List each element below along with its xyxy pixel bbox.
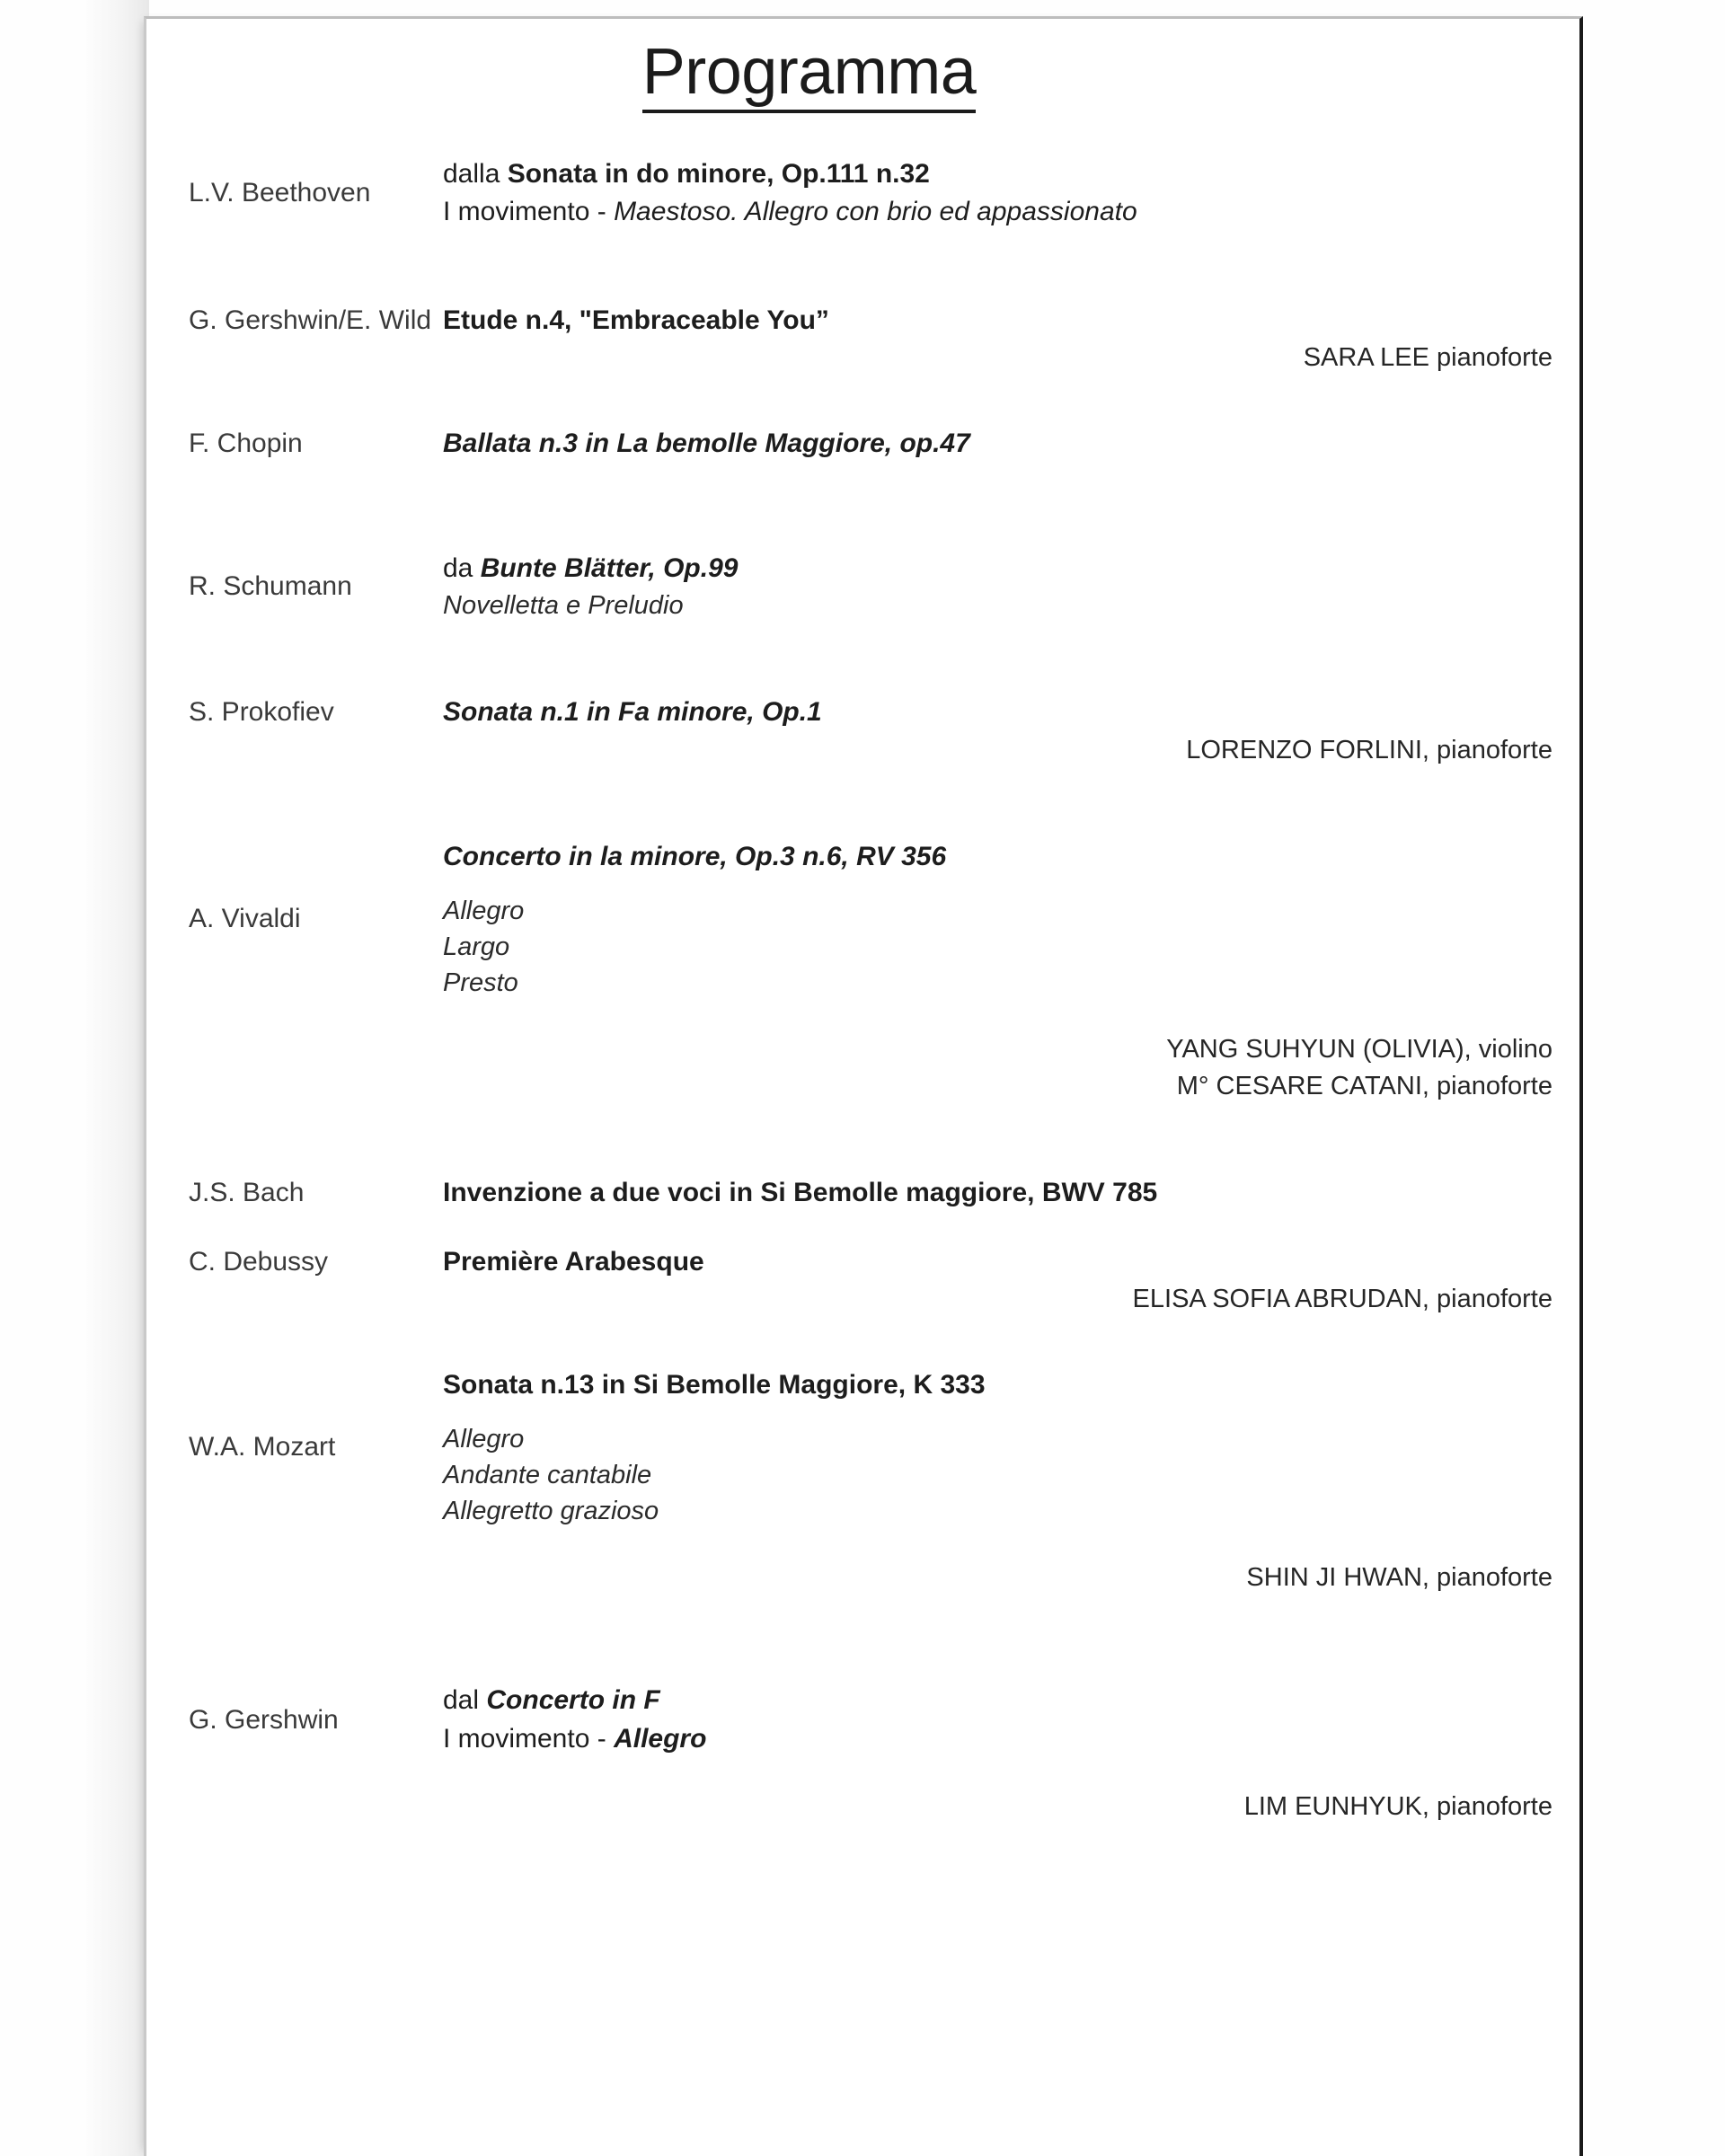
performer-line: ELISA SOFIA ABRUDAN, pianoforte [1132,1285,1552,1314]
composer-name: J.S. Bach [189,1178,305,1208]
program-entry-gershwin-wild [146,302,1579,340]
movement-prefix: I movimento - [443,197,615,227]
work-title: Sonata n.13 in Si Bemolle Maggiore, K 333 [443,1369,986,1400]
movement-line: Andante cantabile [443,1460,652,1489]
work-title: Invenzione a due voci in Si Bemolle maggiore, BWV 785 [443,1178,1158,1208]
movement-prefix: I movimento - [443,1723,615,1754]
work-block [443,302,1579,340]
work-block [443,550,1579,624]
work-prefix: da [443,552,481,583]
work-block [443,1366,1579,1529]
work-title: Sonata in do minore, Op.111 n.32 [507,158,930,189]
work-prefix: dalla [443,158,508,189]
composer-name: G. Gershwin/E. Wild [189,305,432,335]
work-block [443,694,1579,732]
movement-line: Largo [443,932,510,961]
composer-name: R. Schumann [189,570,352,601]
movement-title: Maestoso. Allegro con brio ed appassionato [614,197,1137,227]
composer-name: S. Prokofiev [189,697,334,728]
program-entry-mozart [146,1366,1579,1529]
program-entry-prokofiev [146,694,1579,732]
work-block [443,838,1579,1001]
movement-line: Allegretto grazioso [443,1496,659,1525]
work-title: Concerto in F [486,1685,660,1716]
work-title-line [443,550,1544,588]
movement-line [443,193,1544,232]
work-prefix: dal [443,1685,487,1716]
composer-name: W.A. Mozart [189,1432,336,1462]
work-title: Sonata n.1 in Fa minore, Op.1 [443,697,822,728]
composer-name: C. Debussy [189,1246,329,1277]
performer-line: SHIN JI HWAN, pianoforte [1246,1562,1552,1592]
program-list [146,107,1579,1825]
work-title: Bunte Blätter, Op.99 [480,552,739,583]
composer-name: L.V. Beethoven [189,177,371,208]
movement-line: Allegro [443,896,525,925]
performer-line: LIM EUNHYUK, pianoforte [1243,1792,1552,1822]
movement-line [443,1720,1544,1759]
work-title: Concerto in la minore, Op.3 n.6, RV 356 [443,842,947,872]
program-entry-schumann [146,550,1579,624]
performer-line: SARA LEE pianoforte [1303,343,1552,373]
work-title: Etude n.4, "Embraceable You” [443,305,829,335]
movement-line: Novelletta e Preludio [443,591,684,621]
composer-name: G. Gershwin [189,1704,339,1735]
composer-name: F. Chopin [189,429,303,459]
work-title: Première Arabesque [443,1246,704,1277]
work-title-line [443,1682,1544,1720]
program-entry-vivaldi [146,838,1579,1001]
movement-title: Allegro [614,1723,707,1754]
page-title-text: Programma [642,36,977,113]
page-title [146,19,1579,107]
work-title-line [443,155,1544,194]
program-entry-bach [146,1174,1579,1213]
movement-line: Allegro [443,1424,525,1454]
performer-line: LORENZO FORLINI, pianoforte [1186,735,1552,764]
performer-line: YANG SUHYUN (OLIVIA), violino [1166,1035,1552,1064]
program-entry-gershwin [146,1682,1579,1758]
work-block [443,1174,1579,1213]
work-block [443,1243,1579,1282]
program-entry-beethoven [146,155,1579,232]
work-title: Ballata n.3 in La bemolle Maggiore, op.47 [443,428,970,458]
program-entry-debussy [146,1243,1579,1282]
work-block [443,1682,1579,1758]
work-block [443,155,1579,232]
program-page [144,16,1583,2156]
composer-name: A. Vivaldi [189,904,301,934]
work-block [443,425,1579,464]
program-entry-chopin [146,425,1579,464]
page-backdrop [86,0,149,2156]
movement-line: Presto [443,968,518,997]
performer-line: M° CESARE CATANI, pianoforte [1176,1071,1552,1100]
